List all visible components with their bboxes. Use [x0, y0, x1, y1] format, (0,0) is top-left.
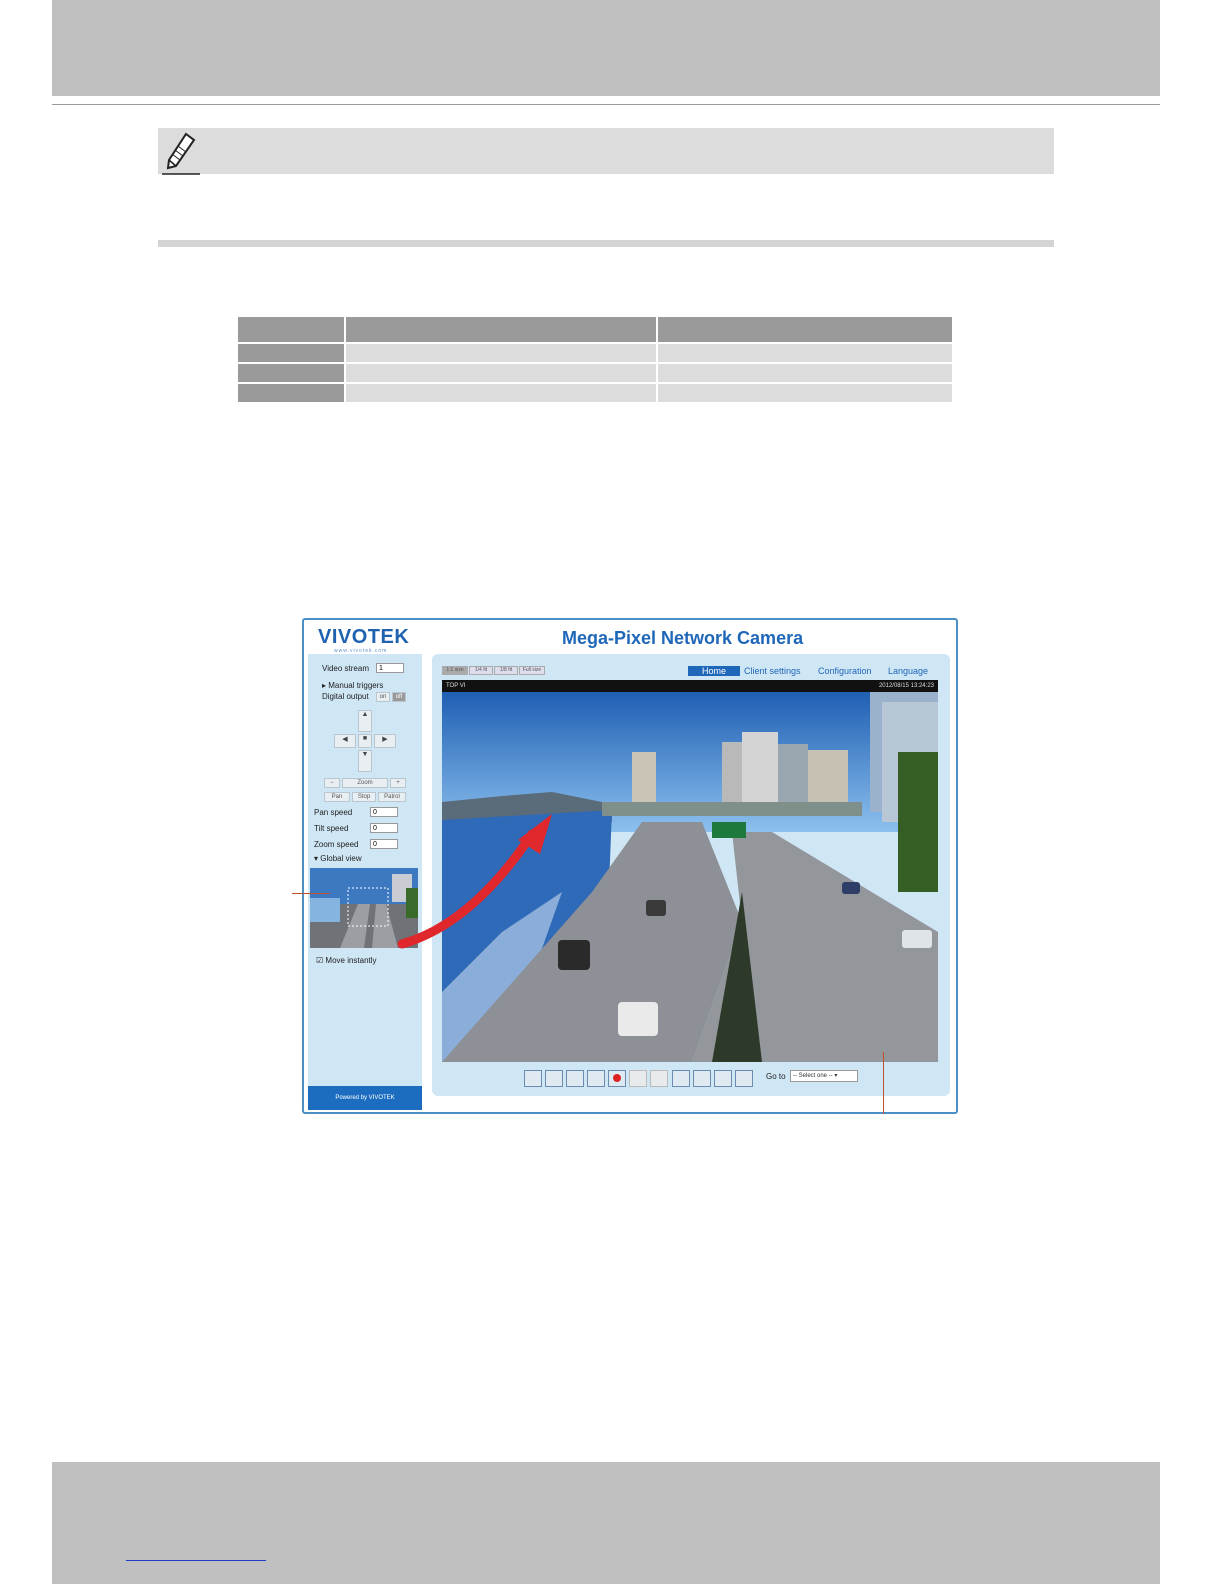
zoom-label: Zoom: [342, 778, 388, 788]
page-header-band: [52, 0, 1160, 96]
digital-output-off[interactable]: off: [392, 692, 406, 702]
vivotek-logo: VIVOTEK: [318, 626, 410, 648]
video-stream-select[interactable]: 1: [376, 663, 404, 673]
pan-speed-select[interactable]: 0: [370, 807, 398, 817]
pan-left-button[interactable]: ◀: [334, 734, 356, 748]
patrol-button[interactable]: Patrol: [378, 792, 406, 802]
manual-triggers-toggle[interactable]: ▸ Manual triggers: [322, 681, 384, 690]
video-stream-label: Video stream: [322, 664, 369, 673]
stop-button[interactable]: Stop: [352, 792, 376, 802]
volume-icon[interactable]: [629, 1070, 647, 1087]
zoom-in-button[interactable]: +: [390, 778, 406, 788]
nav-language[interactable]: Language: [888, 666, 929, 676]
stop-icon[interactable]: [587, 1070, 605, 1087]
table-row: [238, 344, 952, 362]
move-instantly-checkbox[interactable]: ☑ Move instantly: [316, 956, 377, 965]
tilt-speed-label: Tilt speed: [314, 824, 349, 833]
talk-icon[interactable]: [672, 1070, 690, 1087]
footer-link-underline[interactable]: [126, 1560, 266, 1561]
view-ratio-4[interactable]: Full size: [519, 666, 545, 675]
global-view-toggle[interactable]: ▾ Global view: [314, 854, 362, 863]
header-divider: [52, 104, 1160, 105]
view-ratio-1[interactable]: 1:1 size: [442, 666, 468, 675]
digital-output-on[interactable]: on: [376, 692, 390, 702]
page-footer-band: [52, 1462, 1160, 1584]
download-icon[interactable]: [714, 1070, 732, 1087]
record-icon[interactable]: [608, 1070, 626, 1087]
camera-ui-screenshot: [302, 618, 958, 1114]
snapshot-icon[interactable]: [524, 1070, 542, 1087]
view-ratio-3[interactable]: 1/8 fit: [494, 666, 518, 675]
fullscreen-icon[interactable]: [735, 1070, 753, 1087]
microphone-icon[interactable]: [693, 1070, 711, 1087]
powered-by-footer: Powered by VIVOTEK: [308, 1086, 422, 1110]
arrow-icon: [392, 804, 592, 954]
tilt-up-button[interactable]: ▲: [358, 710, 372, 732]
pan-right-button[interactable]: ▶: [374, 734, 396, 748]
home-position-button[interactable]: ■: [358, 734, 372, 748]
nav-client-settings[interactable]: Client settings: [744, 666, 801, 676]
zoom-speed-select[interactable]: 0: [370, 839, 398, 849]
video-title-bar: [442, 680, 938, 692]
section-rule: [158, 240, 1054, 247]
callout-line-left: [292, 893, 330, 894]
pan-speed-label: Pan speed: [314, 808, 353, 817]
tilt-down-button[interactable]: ▼: [358, 750, 372, 772]
video-timestamp: 2012/08/15 13:24:23: [878, 683, 934, 689]
note-box: [158, 128, 1054, 174]
table-row: [238, 364, 952, 382]
digital-output-label: Digital output: [322, 692, 369, 701]
nav-configuration[interactable]: Configuration: [818, 666, 872, 676]
view-ratio-2[interactable]: 1/4 fit: [469, 666, 493, 675]
logo-url: www.vivotek.com: [334, 648, 388, 654]
pause-icon[interactable]: [566, 1070, 584, 1087]
live-view-panel: [432, 654, 950, 1096]
tilt-speed-select[interactable]: 0: [370, 823, 398, 833]
table-header-cell: [346, 317, 656, 342]
zoom-out-button[interactable]: −: [324, 778, 340, 788]
camera-title: Mega-Pixel Network Camera: [562, 628, 804, 648]
digital-zoom-icon[interactable]: [545, 1070, 563, 1087]
pencil-note-icon: [160, 130, 202, 176]
callout-line-right: [883, 1052, 884, 1114]
goto-label: Go to: [766, 1072, 786, 1081]
table-header-cell: [658, 317, 952, 342]
nav-home[interactable]: Home: [688, 666, 740, 676]
spec-table: [236, 315, 954, 404]
goto-select[interactable]: -- Select one -- ▾: [790, 1070, 858, 1082]
video-caption: TOP VI: [446, 683, 466, 689]
table-row: [238, 384, 952, 402]
pan-button[interactable]: Pan: [324, 792, 350, 802]
table-header-cell: [238, 317, 344, 342]
mute-icon[interactable]: [650, 1070, 668, 1087]
zoom-speed-label: Zoom speed: [314, 840, 359, 849]
